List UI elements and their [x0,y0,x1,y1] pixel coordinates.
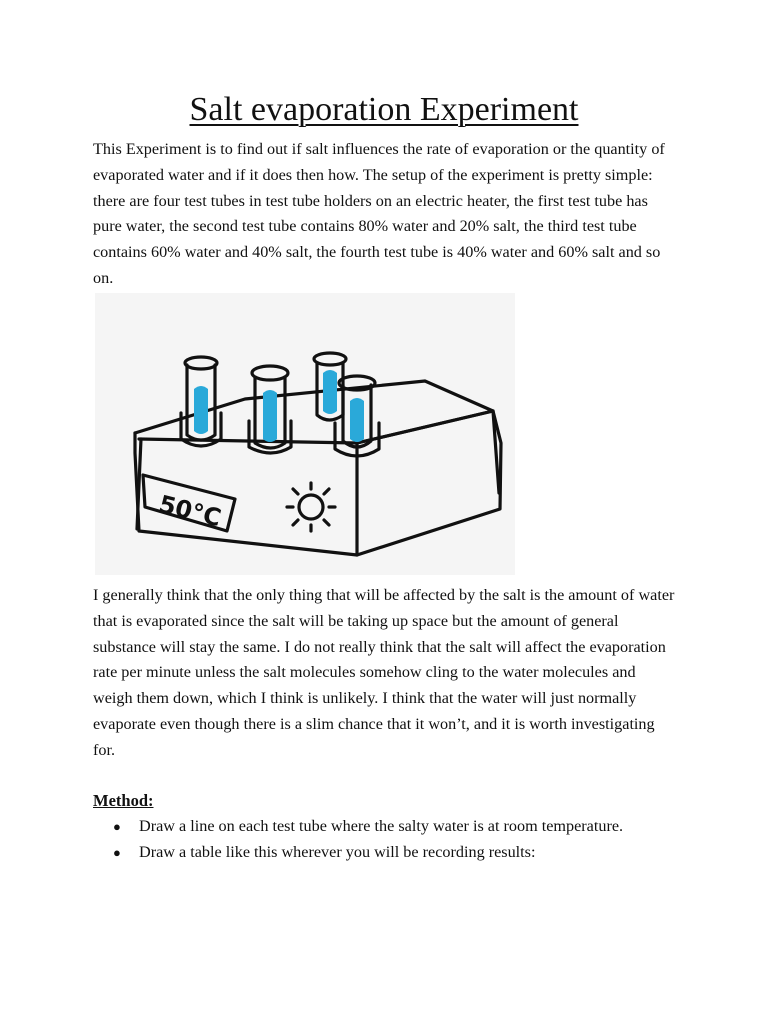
heater-top [135,381,493,443]
method-step-text: Draw a table like this wherever you will be recording results: [139,842,536,861]
liquid-tube-4 [350,398,364,442]
list-item [93,814,693,840]
heat-icon [299,495,323,519]
liquid-tube-2 [263,390,277,442]
liquid-tube-1 [194,386,208,434]
heater-display-text: 50°C [156,489,224,533]
list-item [93,840,693,866]
experiment-drawing [95,293,515,575]
method-heading: Method: [93,791,154,810]
liquid-tube-3 [323,370,337,414]
method-steps-list [93,814,693,866]
bullet-icon: ● [113,844,121,860]
bullet-icon: ● [113,819,121,834]
hypothesis-paragraph: I generally think that the only thing that will be affected by the salt is the amount of water that is evaporated since the salt will be taking up space but the amount of general substance will stay the same. I do not really think that the salt will affect the evaporation rate per minute unless the salt molecules somehow cling to the water molecules and weigh them down, which I think is unlikely. I think that the water will just normally evaporate even though there is a slim chance that it won’t, and it is worth investigating for. [93,586,675,759]
intro-paragraph: This Experiment is to find out if salt influences the rate of evaporation or the quantity of evaporated water and if it does then how. The setup of the experiment is pretty simple: there are four test tubes in test tube holders on an electric heater, the first test tube has pure water, the second test tube contains 80% water and 20% salt, the third test tube contains 60% water and 40% salt, the fourth test tube is 40% water and 60% salt and so on. [93,140,665,287]
document-title: Salt evaporation Experiment [189,91,579,128]
heater-sketch [95,293,515,575]
method-step-text: Draw a line on each test tube where the salty water is at room temperature. [139,817,624,835]
